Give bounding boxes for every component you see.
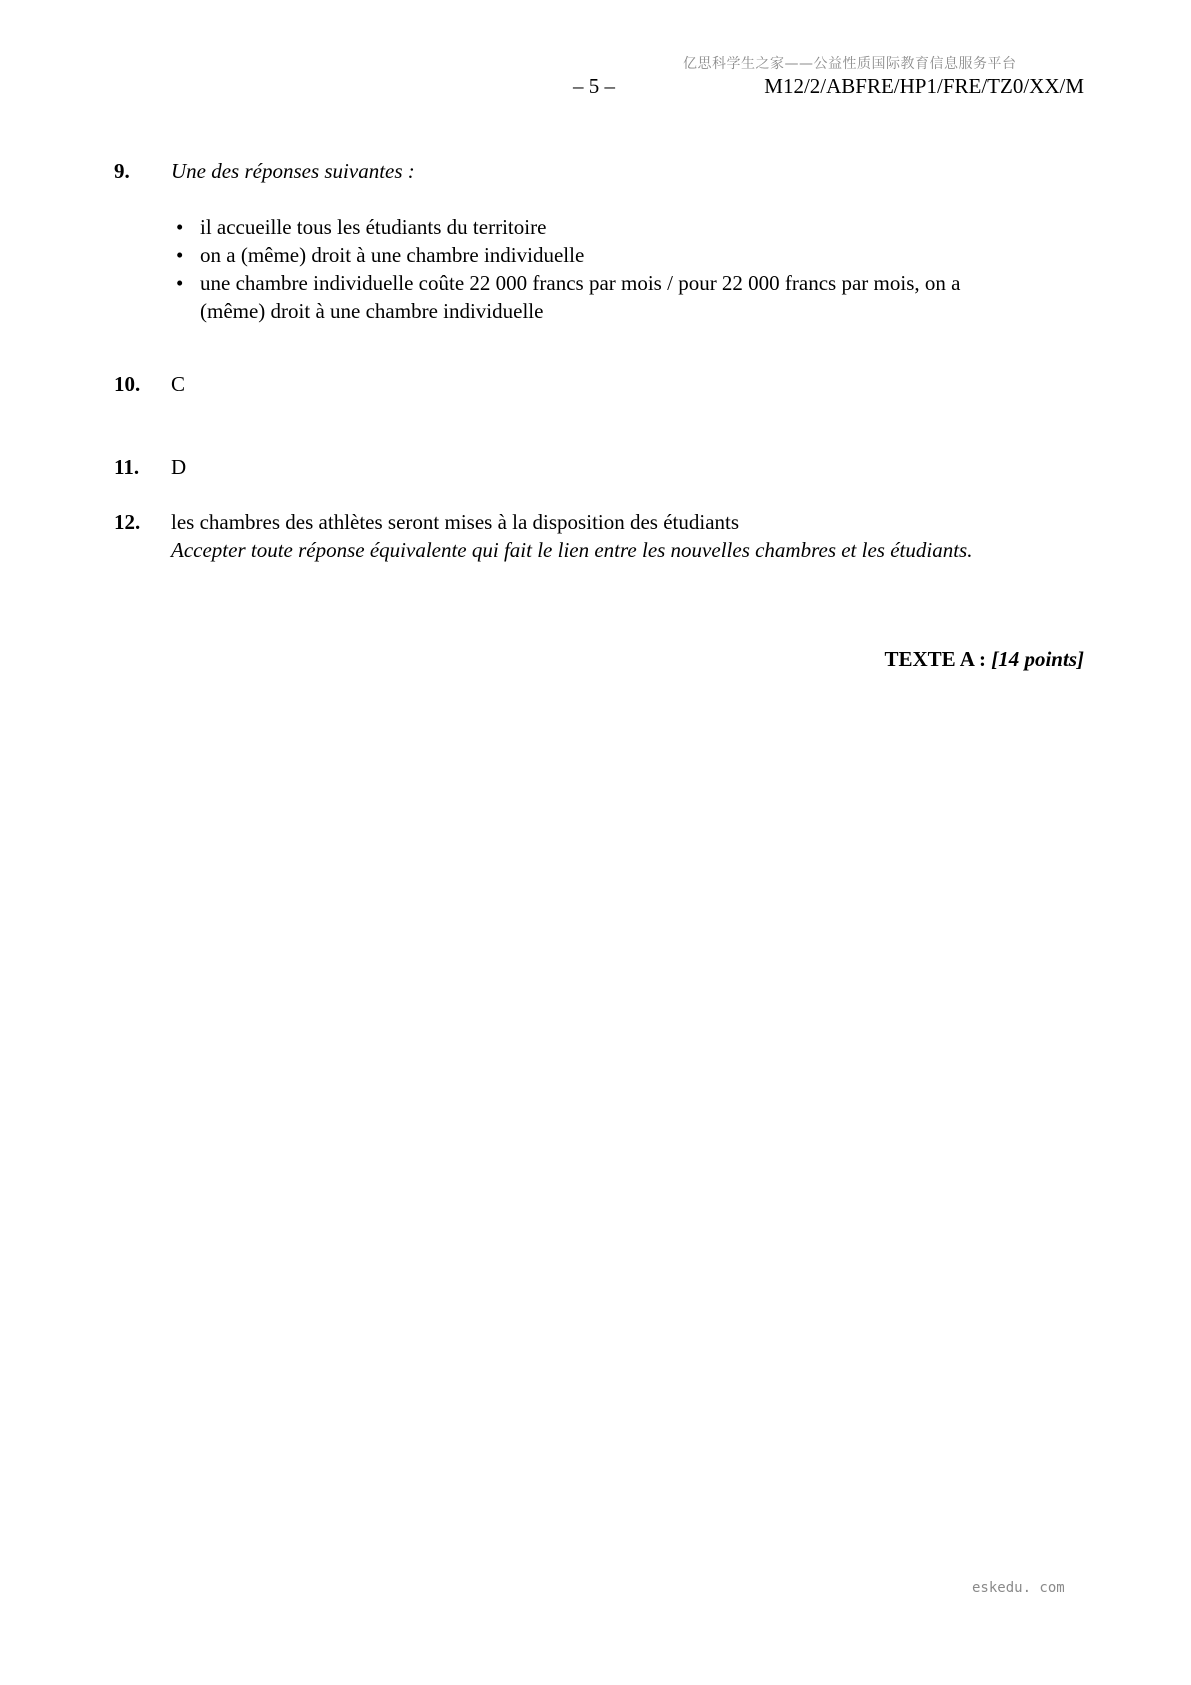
bullet-icon: •: [176, 215, 184, 239]
bullet-icon: •: [176, 243, 184, 267]
question-number: 9.: [114, 159, 130, 183]
list-item-text: il accueille tous les étudiants du territoire: [200, 215, 547, 239]
question-intro: Une des réponses suivantes :: [171, 159, 415, 183]
question-answer: les chambres des athlètes seront mises à la disposition des étudiants: [171, 510, 740, 534]
list-item: [171, 269, 1001, 325]
total-label: TEXTE A :: [884, 647, 992, 671]
total-points: [14 points]: [991, 647, 1084, 671]
list-item: [171, 241, 1001, 269]
bullet-icon: •: [176, 271, 184, 295]
page-number: – 5 –: [573, 74, 615, 98]
question-number: 10.: [114, 372, 141, 396]
list-item-text: on a (même) droit à une chambre individuelle: [200, 243, 585, 267]
watermark-top: 亿思科学生之家——公益性质国际教育信息服务平台: [683, 56, 1017, 72]
question-9: [114, 157, 1001, 325]
question-12: [114, 508, 1001, 564]
question-number: 11.: [114, 455, 140, 479]
document-code: M12/2/ABFRE/HP1/FRE/TZ0/XX/M: [764, 74, 1084, 98]
question-answer: C: [171, 372, 186, 396]
section-total: [884, 647, 1084, 672]
question-11: [114, 453, 1001, 481]
marking-note: Accepter toute réponse équivalente qui fait le lien entre les nouvelles chambres et les étudiants.: [171, 538, 973, 562]
question-number: 12.: [114, 510, 141, 534]
question-answer: D: [171, 455, 187, 479]
watermark-bottom: eskedu. com: [972, 1580, 1065, 1596]
question-10: [114, 370, 1001, 398]
answer-list: [171, 213, 1001, 325]
list-item: [171, 213, 1001, 241]
list-item-text: une chambre individuelle coûte 22 000 francs par mois / pour 22 000 francs par mois, on a (même) droit à une chambre individuelle: [200, 271, 961, 323]
